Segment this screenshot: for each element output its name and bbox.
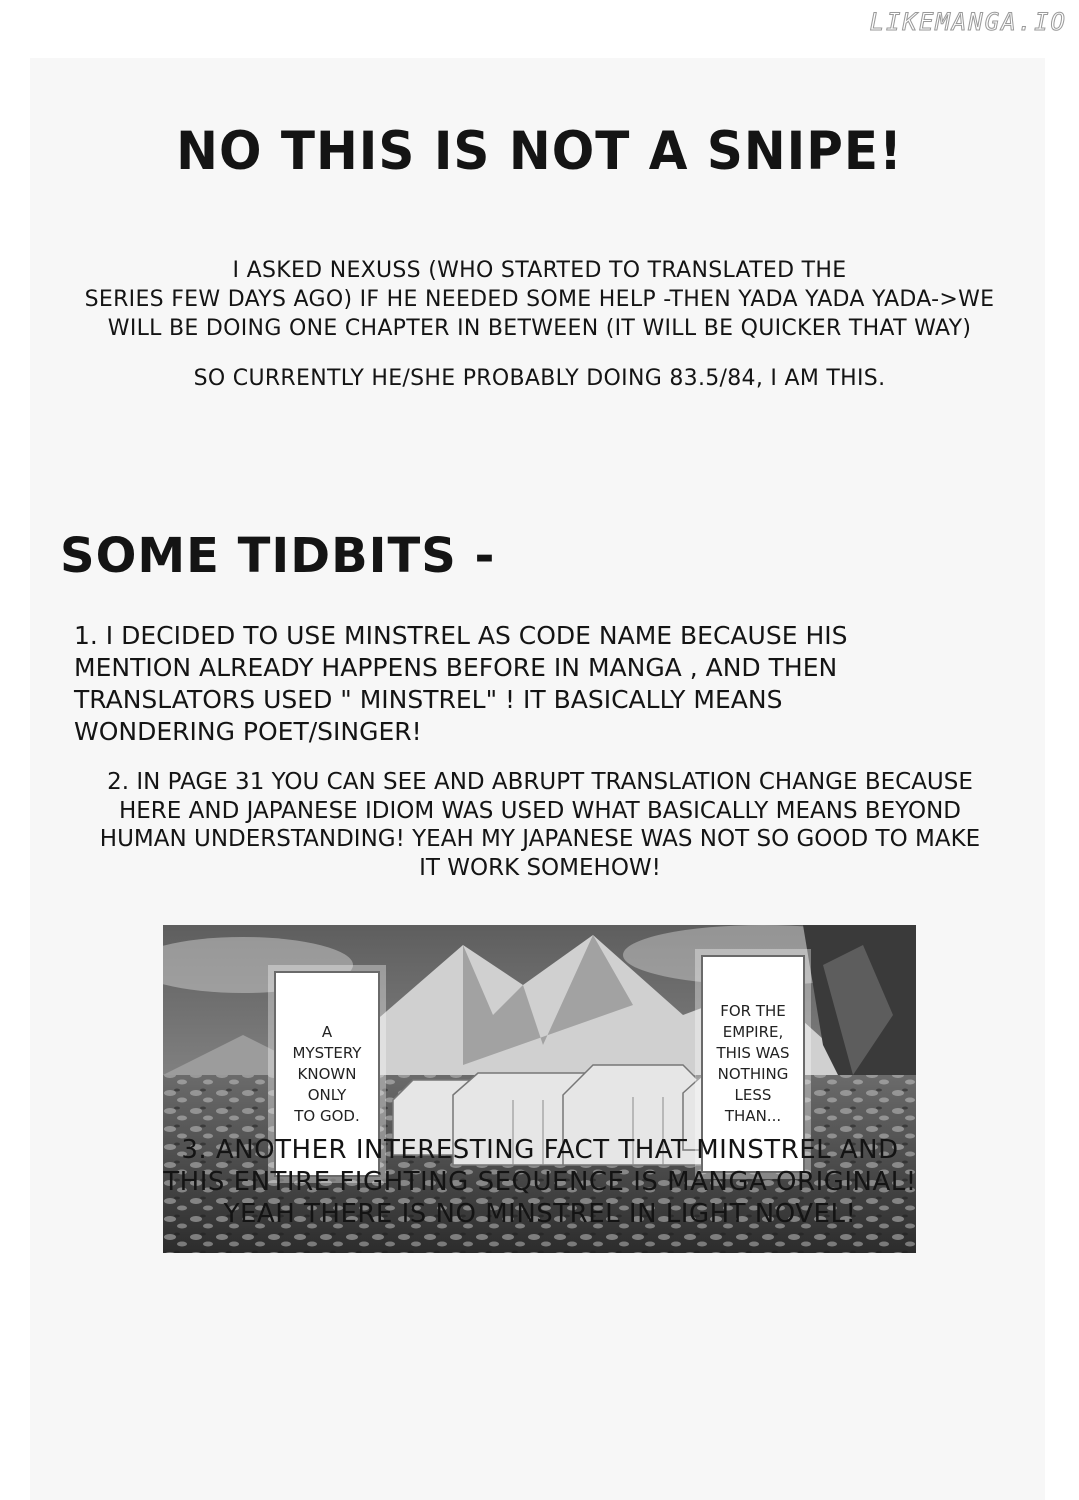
tidbit-line: THIS ENTIRE FIGHTING SEQUENCE IS MANGA ORIGINAL!	[163, 1167, 917, 1197]
caption-line: NOTHING	[717, 1065, 789, 1083]
tidbit-line: HERE AND JAPANESE IDIOM WAS USED WHAT BASICALLY MEANS BEYOND	[118, 797, 961, 824]
site-watermark: LIKEMANGA.IO	[869, 8, 1067, 36]
intro-line: SERIES FEW DAYS AGO) IF HE NEEDED SOME HELP -THEN YADA YADA YADA->WE	[84, 287, 995, 312]
caption-line: A	[321, 1022, 333, 1041]
tidbit-line: 1. I DECIDED TO USE MINSTREL AS CODE NAME BECAUSE HIS	[74, 621, 848, 650]
caption-line: FOR THE	[720, 1002, 786, 1020]
caption-line: KNOWN	[297, 1064, 357, 1083]
tidbit-1	[74, 620, 1004, 748]
tidbit-3	[60, 1134, 1020, 1230]
tidbit-line: 3. ANOTHER INTERESTING FACT THAT MINSTREL AND	[181, 1135, 899, 1165]
intro-line: I ASKED NEXUSS (WHO STARTED TO TRANSLATED THE	[232, 258, 847, 283]
tidbits-heading: SOME TIDBITS -	[60, 528, 496, 584]
caption-line: EMPIRE,	[722, 1023, 784, 1041]
caption-line: TO GOD.	[294, 1106, 360, 1125]
caption-line: THAN...	[724, 1107, 782, 1125]
caption-line: ONLY	[307, 1085, 347, 1104]
caption-line: THIS WAS	[716, 1044, 790, 1062]
tidbit-line: IT WORK SOMEHOW!	[419, 854, 661, 881]
tidbit-line: 2. IN PAGE 31 YOU CAN SEE AND ABRUPT TRANSLATION CHANGE BECAUSE	[107, 769, 973, 795]
tidbit-line: YEAH THERE IS NO MINSTREL IN LIGHT NOVEL!	[223, 1199, 857, 1229]
intro-paragraph	[0, 256, 1079, 343]
tidbit-line: MENTION ALREADY HAPPENS BEFORE IN MANGA , AND THEN	[74, 653, 838, 682]
tidbit-line: WONDERING POET/SINGER!	[74, 717, 422, 746]
tidbit-line: HUMAN UNDERSTANDING! YEAH MY JAPANESE WAS NOT SO GOOD TO MAKE	[99, 826, 981, 852]
caption-line: LESS	[734, 1086, 772, 1104]
tidbit-line: TRANSLATORS USED " MINSTREL" ! IT BASICALLY MEANS	[74, 685, 783, 714]
intro-note: SO CURRENTLY HE/SHE PROBABLY DOING 83.5/84, I AM THIS.	[193, 366, 886, 391]
page-title: NO THIS IS NOT A SNIPE!	[176, 120, 903, 182]
tidbit-2	[40, 768, 1040, 882]
intro-line: WILL BE DOING ONE CHAPTER IN BETWEEN (IT WILL BE QUICKER THAT WAY)	[107, 316, 972, 341]
caption-line: MYSTERY	[292, 1043, 362, 1062]
